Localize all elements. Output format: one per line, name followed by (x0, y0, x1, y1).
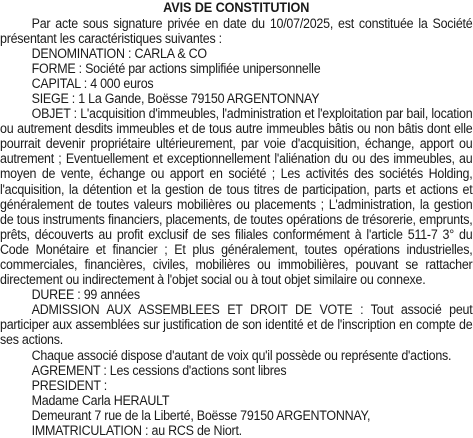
duree-line: DUREE : 99 années (31, 287, 140, 303)
objet-paragraph: OBJET : L'acquisition d'immeubles, l'administration et l'exploitation par bail, location ou autrement desdits immeubles et de tous autre immeubles bâtis ou non bâtis dont elle pourrait devenir propriétaire ultérieurement, par voie d'acquisition, échange, apport ou autrement ; Eventuellement et exceptionnellement l'aliénation du ou des immeubles, au moyen de vente, échange ou apport en société ; Les activités des sociétés Holding, l'acquisition, la détention et la gestion de tous titres de participation, parts et actions et généralement de toutes valeurs mobilières ou placements ; L'administration, la gestion de tous instruments financiers, placements, de toutes opérations de trésorerie, emprunts, prêts, découverts au profit exclusif de ses filiales conformément à l'article 511-7 3° du Code Monétaire et financier ; Et plus généralement, toutes opérations industrielles, commerciales, financières, civiles, mobilières ou immobilières, pouvant se rattacher directement ou indirectement à l'objet social ou à tout objet similaire ou connexe. (0, 106, 473, 288)
admission-paragraph: ADMISSION AUX ASSEMBLEES ET DROIT DE VOTE : Tout associé peut participer aux assemblées sur justification de son identité et de l'inscription en compte de ses actions. (0, 302, 473, 348)
forme-line: FORME : Société par actions simplifiée unipersonnelle (31, 60, 321, 76)
agrement-line: AGREMENT : Les cessions d'actions sont libres (31, 362, 287, 378)
intro-paragraph: Par acte sous signature privée en date du 10/07/2025, est constituée la Société présentant les caractéristiques suivantes : (0, 15, 473, 46)
siege-line: SIEGE : 1 La Gande, Boësse 79150 ARGENTONNAY (31, 90, 320, 106)
voting-rights-line: Chaque associé dispose d'autant de voix qu'il possède ou représente d'actions. (31, 347, 452, 363)
notice-title: AVIS DE CONSTITUTION (163, 0, 310, 15)
president-address: Demeurant 7 rue de la Liberté, Boësse 79150 ARGENTONNAY, (31, 407, 371, 423)
president-label: PRESIDENT : (31, 377, 108, 393)
immatriculation-line: IMMATRICULATION : au RCS de Niort. (31, 423, 242, 438)
denomination-line: DENOMINATION : CARLA & CO (31, 45, 207, 61)
capital-line: CAPITAL : 4 000 euros (31, 75, 154, 91)
president-name: Madame Carla HERAULT (31, 392, 170, 408)
